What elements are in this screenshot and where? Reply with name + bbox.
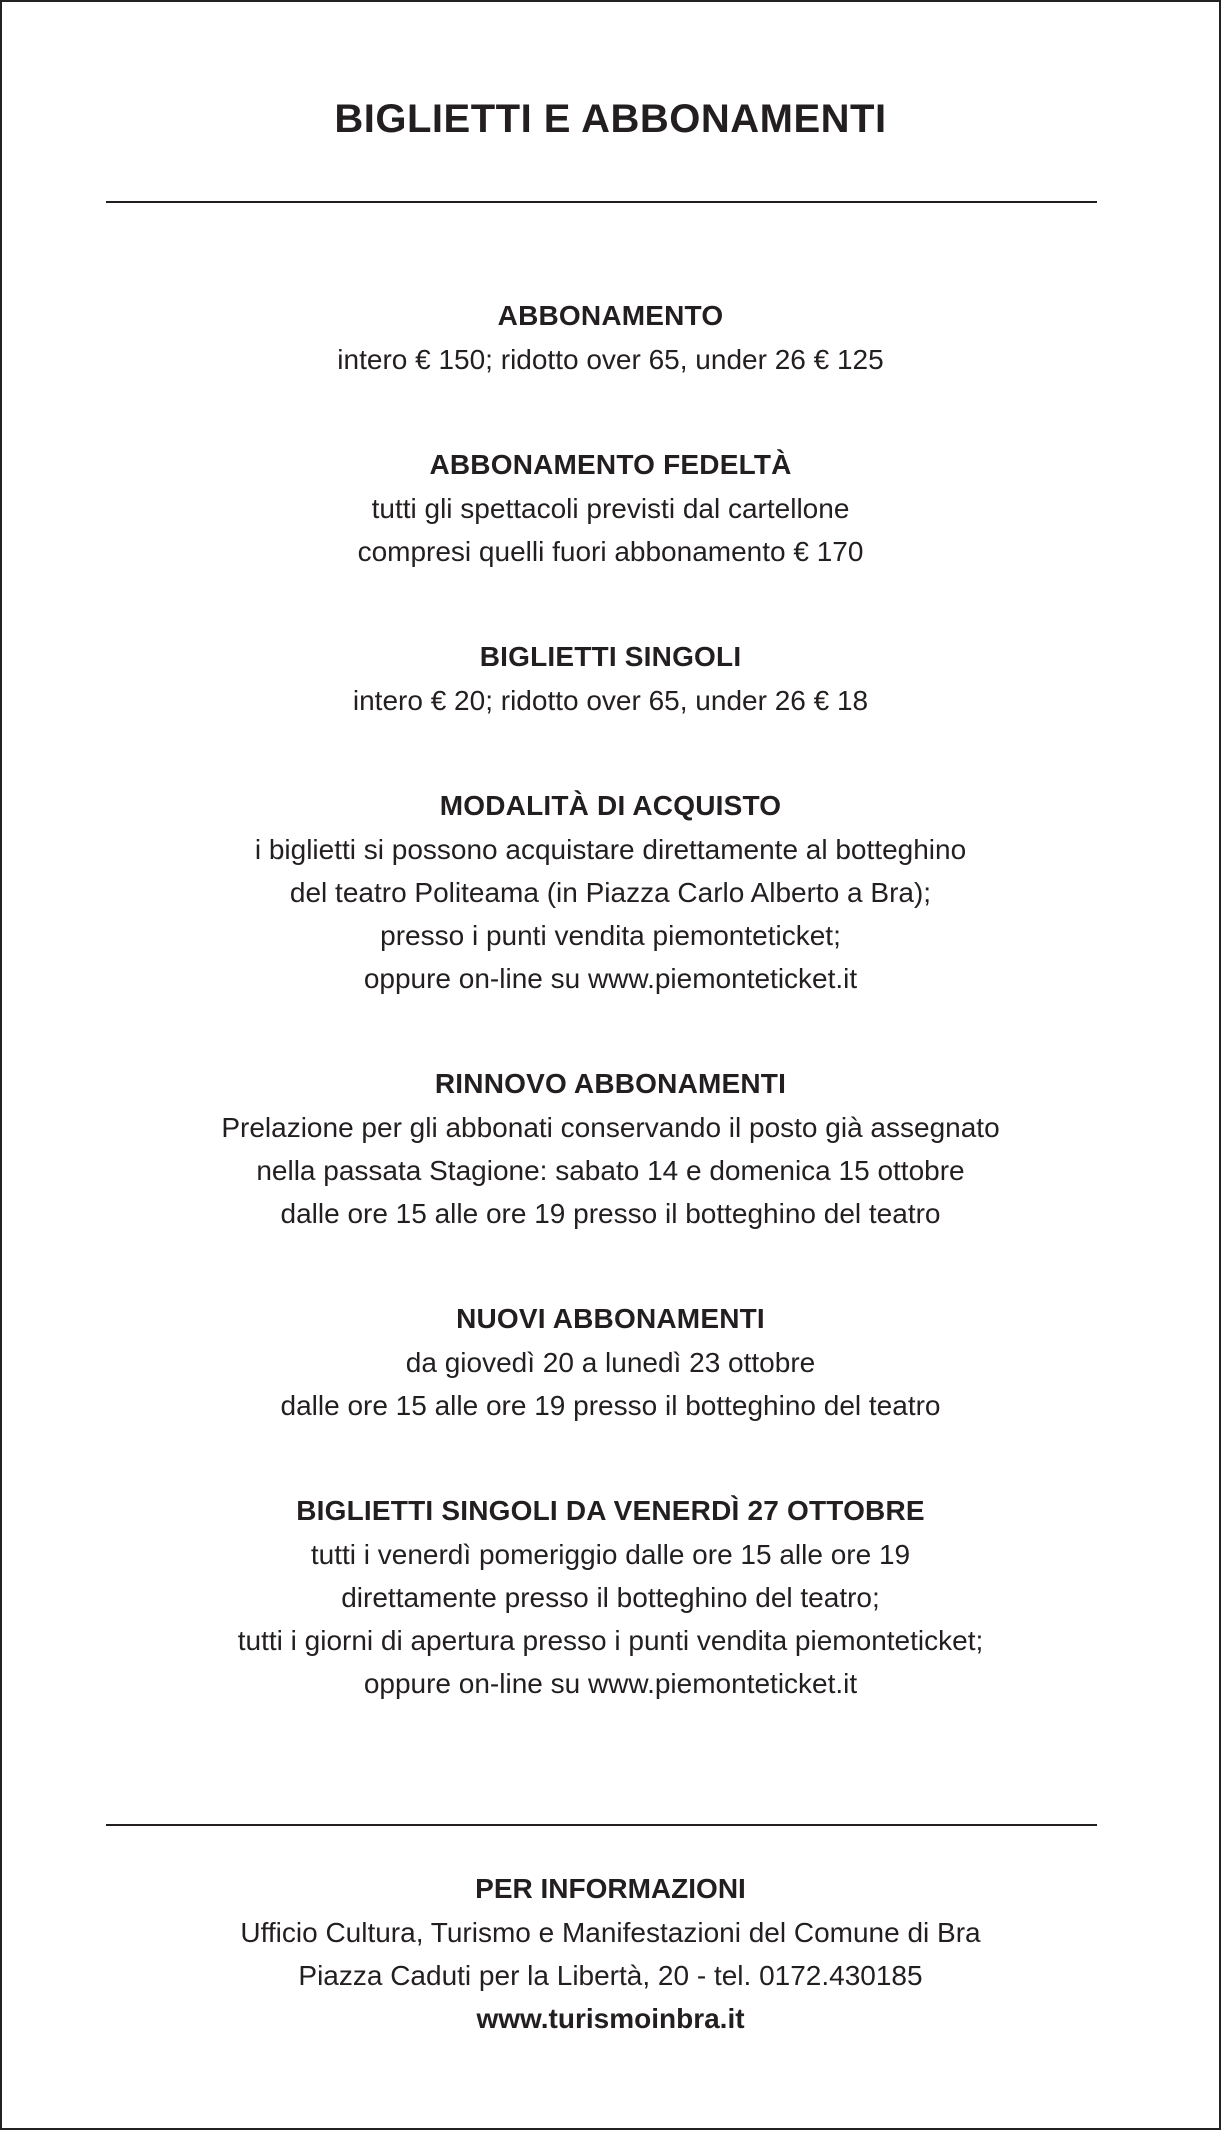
section-heading: NUOVI ABBONAMENTI [456,1303,765,1334]
bottom-divider [106,1824,1097,1826]
info-heading: PER INFORMAZIONI [475,1873,746,1904]
section-heading: ABBONAMENTO FEDELTÀ [429,449,792,480]
section-line: direttamente presso il botteghino del teatro; [341,1582,880,1613]
section-line: i biglietti si possono acquistare direttamente al botteghino [254,834,967,865]
page-title: BIGLIETTI E ABBONAMENTI [334,97,887,141]
top-divider [106,201,1097,203]
section-line: Prelazione per gli abbonati conservando il posto già assegnato [221,1112,1000,1143]
section-abbonamento [2,294,1219,381]
section-nuovi-abbonamenti [2,1297,1219,1427]
section-line: nella passata Stagione: sabato 14 e domenica 15 ottobre [256,1155,965,1186]
section-line: intero € 20; ridotto over 65, under 26 € 18 [352,685,869,716]
section-line: da giovedì 20 a lunedì 23 ottobre [405,1347,816,1378]
info-line: Piazza Caduti per la Libertà, 20 - tel. 0172.430185 [298,1960,923,1991]
section-line: tutti gli spettacoli previsti dal cartellone [371,493,850,524]
section-line: presso i punti vendita piemonteticket; [380,920,841,951]
section-line: del teatro Politeama (in Piazza Carlo Alberto a Bra); [289,877,932,908]
website-link[interactable]: www.turismoinbra.it [476,2003,745,2034]
section-line: tutti i venerdì pomeriggio dalle ore 15 alle ore 19 [310,1539,911,1570]
section-line: oppure on-line su www.piemonteticket.it [363,963,858,994]
section-heading: MODALITÀ DI ACQUISTO [439,790,782,821]
info-section [2,1867,1219,2040]
section-heading: ABBONAMENTO [497,300,724,331]
section-abbonamento-fedelta [2,443,1219,573]
section-line: dalle ore 15 alle ore 19 presso il botteghino del teatro [280,1198,941,1229]
info-line: Ufficio Cultura, Turismo e Manifestazioni del Comune di Bra [240,1917,981,1948]
sections-container [2,294,1219,1767]
section-line: compresi quelli fuori abbonamento € 170 [357,536,864,567]
section-rinnovo-abbonamenti [2,1062,1219,1235]
section-biglietti-singoli [2,635,1219,722]
section-heading: BIGLIETTI SINGOLI [479,641,742,672]
section-line: intero € 150; ridotto over 65, under 26 € 125 [337,344,884,375]
section-line: tutti i giorni di apertura presso i punti vendita piemonteticket; [237,1625,984,1656]
section-heading: RINNOVO ABBONAMENTI [434,1068,787,1099]
section-biglietti-singoli-venerdi [2,1489,1219,1705]
section-line: dalle ore 15 alle ore 19 presso il botteghino del teatro [280,1390,941,1421]
section-modalita-acquisto [2,784,1219,1000]
section-line: oppure on-line su www.piemonteticket.it [363,1668,858,1699]
section-heading: BIGLIETTI SINGOLI DA VENERDÌ 27 OTTOBRE [296,1495,925,1526]
